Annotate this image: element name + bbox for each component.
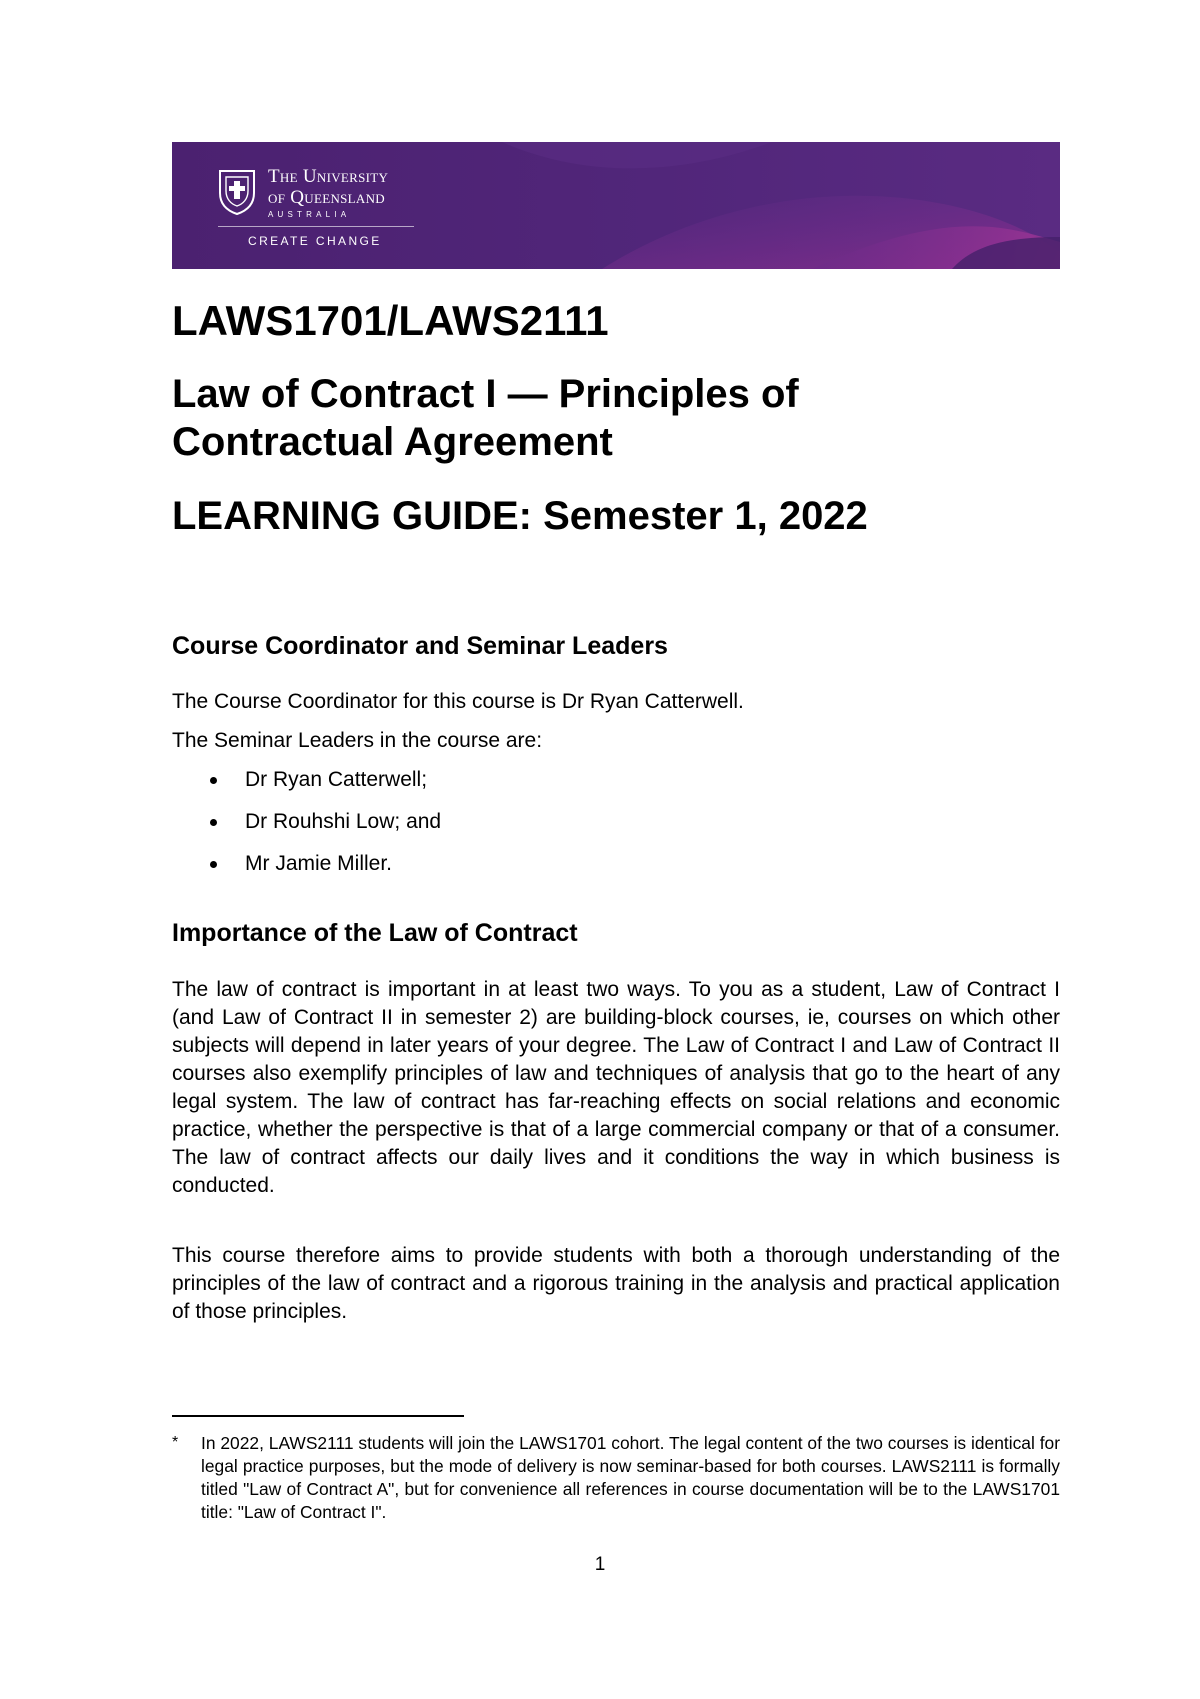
list-item — [172, 808, 441, 850]
importance-heading: Importance of the Law of Contract — [172, 919, 578, 947]
banner-divider — [218, 226, 414, 227]
importance-paragraph-1: The law of contract is important in at least two ways. To you as a student, Law of Contract I (and Law of Contract II in semester 2) are building-block courses, ie, courses on which other subjects will depend in later years of your degree. The Law of Contract I and Law of Contract II courses also exemplify principles of law and techniques of analysis that go to the heart of any legal system. The law of contract has far-reaching effects on social relations and economic practice, whether the perspective is that of a large commercial company or that of a consumer. The law of contract affects our daily lives and it conditions the way in which business is conducted. — [172, 978, 1060, 1197]
footnote-divider — [172, 1415, 464, 1417]
course-title: Law of Contract I — Principles of Contractual Agreement — [172, 372, 799, 464]
course-code: LAWS1701/LAWS2111 — [172, 297, 609, 344]
list-item — [172, 766, 441, 808]
bullet-icon — [210, 819, 217, 826]
uq-crest-icon — [218, 169, 256, 215]
university-banner — [172, 142, 1060, 269]
learning-guide-title: LEARNING GUIDE: Semester 1, 2022 — [172, 494, 868, 538]
seminar-leaders-intro: The Seminar Leaders in the course are: — [172, 729, 543, 752]
footnote-marker: * — [172, 1434, 179, 1451]
list-item — [172, 850, 441, 892]
importance-paragraph-2: This course therefore aims to provide students with both a thorough understanding of the principles of the law of contract and a rigorous training in the analysis and practical application of those principles. — [172, 1244, 1060, 1323]
seminar-leaders-list — [172, 766, 441, 892]
seminar-leader-name: Mr Jamie Miller. — [245, 852, 393, 875]
footnote-text: In 2022, LAWS2111 students will join the LAWS1701 cohort. The legal content of the two courses is identical for legal practice purposes, but the mode of delivery is now seminar-based for both courses. LAWS2111 is formally titled "Law of Contract A", but for convenience all references in course documentation will be to the LAWS1701 title: "Law of Contract I". — [201, 1433, 1060, 1522]
university-name — [268, 166, 388, 208]
bullet-icon — [210, 861, 217, 868]
coordinators-heading: Course Coordinator and Seminar Leaders — [172, 632, 668, 660]
bullet-icon — [210, 777, 217, 784]
page-number: 1 — [594, 1554, 606, 1575]
seminar-leader-name: Dr Rouhshi Low; and — [245, 810, 442, 833]
university-tagline: CREATE CHANGE — [248, 234, 382, 248]
university-name-line2: of Queensland — [268, 187, 385, 208]
coordinator-sentence: The Course Coordinator for this course is Dr Ryan Catterwell. — [172, 690, 744, 713]
university-name-line1: The University — [268, 166, 389, 187]
university-country: AUSTRALIA — [268, 210, 351, 219]
seminar-leader-name: Dr Ryan Catterwell; — [245, 768, 428, 791]
